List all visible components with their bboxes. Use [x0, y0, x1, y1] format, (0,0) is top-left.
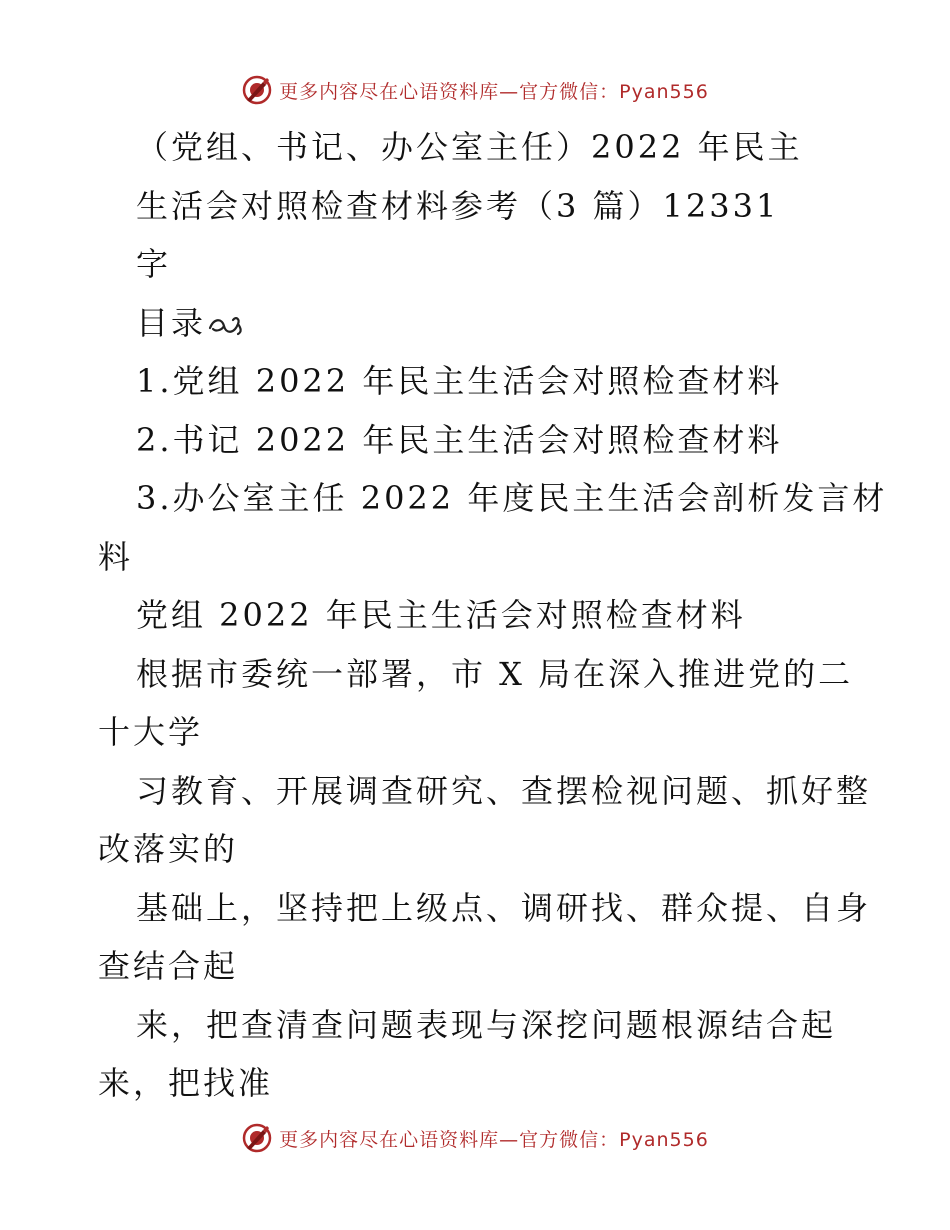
- document-line: [98, 937, 858, 996]
- line-text: （党组、书记、办公室主任）2022 年民主: [136, 128, 803, 166]
- document-line: [98, 879, 872, 938]
- line-text: 基础上，坚持把上级点、调研找、群众提、自身: [136, 888, 872, 927]
- line-text: 2.书记 2022 年民主生活会对照检查材料: [136, 420, 783, 459]
- line-text: 查结合起: [98, 947, 239, 985]
- watermark-text: 更多内容尽在心语资料库—官方微信：Pyan556: [279, 80, 709, 103]
- line-text: 党组 2022 年民主生活会对照检查材料: [136, 596, 746, 634]
- watermark-text: 更多内容尽在心语资料库—官方微信：Pyan556: [279, 1128, 709, 1151]
- line-text: 根据市委统一部署，市 X 局在深入推进党的二: [136, 654, 854, 693]
- line-text: 3.办公室主任 2022 年度民主生活会剖析发言材: [136, 479, 888, 517]
- document-line: [98, 411, 858, 470]
- line-text: 1.党组 2022 年民主生活会对照检查材料: [136, 362, 783, 400]
- document-line: [98, 235, 858, 294]
- header-watermark-banner: [0, 70, 950, 110]
- document-line: [98, 762, 872, 821]
- line-text: 习教育、开展调查研究、查摆检视问题、抓好整: [136, 771, 872, 810]
- pen-logo-icon: [241, 74, 273, 106]
- document-line: [98, 118, 858, 177]
- line-text: 十大学: [98, 713, 204, 751]
- document-line: [98, 294, 858, 353]
- line-text: 料: [98, 537, 134, 576]
- document-line: [98, 528, 858, 587]
- document-line: [98, 1054, 858, 1113]
- footer-watermark-banner: [0, 1118, 950, 1158]
- line-text: 来，把找准: [98, 1064, 274, 1102]
- line-text: 来，把查清查问题表现与深挖问题根源结合起: [136, 1005, 837, 1044]
- pen-logo-icon: [241, 1122, 273, 1154]
- document-line: [98, 645, 858, 704]
- line-text: 目录: [136, 303, 207, 342]
- document-body: [98, 118, 888, 1113]
- line-text: 改落实的: [98, 830, 239, 868]
- document-line: [98, 177, 858, 236]
- line-text: 生活会对照检查材料参考（3 篇）12331: [136, 186, 780, 225]
- document-line: [98, 352, 858, 411]
- document-line: [98, 703, 858, 762]
- line-text: 字: [136, 245, 172, 283]
- document-line: [98, 469, 888, 528]
- flourish-ornament-icon: [208, 314, 244, 336]
- document-line: [98, 996, 858, 1055]
- document-line: [98, 820, 858, 879]
- document-line: [98, 586, 858, 645]
